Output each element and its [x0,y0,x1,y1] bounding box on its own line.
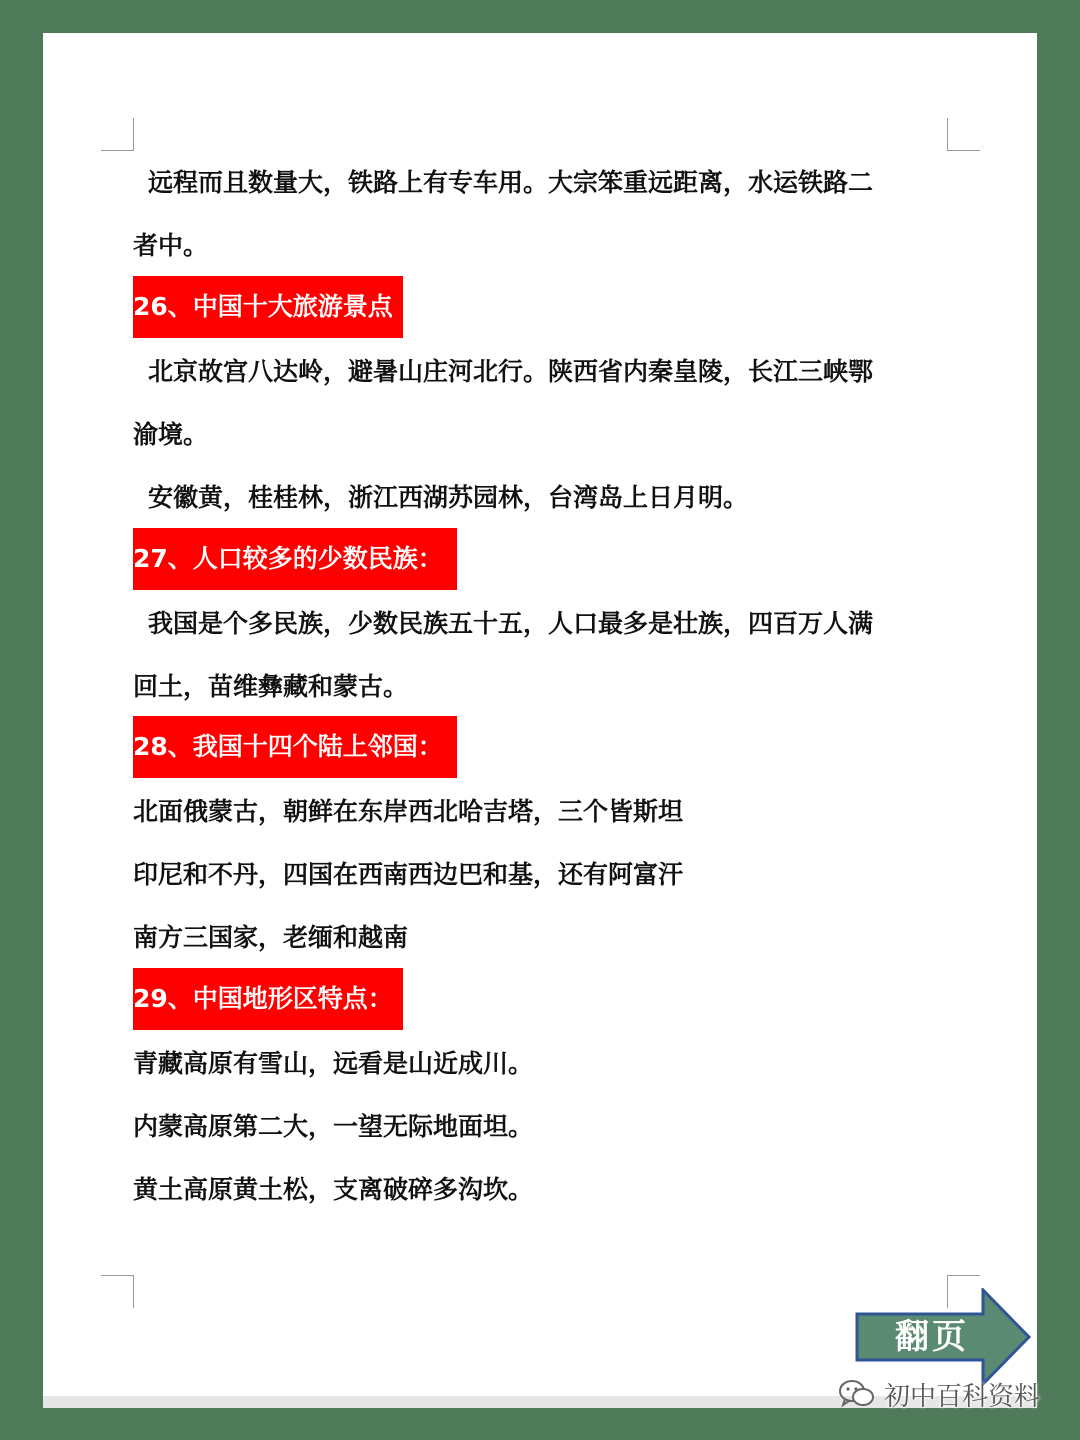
flip-page-label: 翻页 [895,1317,969,1357]
watermark [838,1374,1040,1414]
section-heading-28: 28、我国十四个陆上邻国： [133,716,457,778]
body-text-line: 安徽黄，桂桂林，浙江西湖苏园林，台湾岛上日月明。 [148,483,749,512]
body-text-line: 渝境。 [133,420,209,449]
document-page [43,33,1037,1408]
body-text-line: 远程而且数量大，铁路上有专车用。大宗笨重远距离，水运铁路二 [148,168,874,197]
body-text-line: 黄土高原黄土松，支离破碎多沟坎。 [133,1175,534,1204]
section-heading-26: 26、中国十大旅游景点 [133,276,403,338]
section-heading-29: 29、中国地形区特点： [133,968,403,1030]
body-text-line: 北京故宫八达岭，避暑山庄河北行。陕西省内秦皇陵，长江三峡鄂 [148,357,874,386]
crop-mark-top-right [947,118,980,151]
body-text-line: 回土，苗维彝藏和蒙古。 [133,672,409,701]
body-text-line: 者中。 [133,231,209,260]
body-text-line: 青藏高原有雪山，远看是山近成川。 [133,1049,534,1078]
body-text-line: 北面俄蒙古，朝鲜在东岸西北哈吉塔，三个皆斯坦 [133,797,684,826]
watermark-text: 初中百科资料 [884,1381,1041,1412]
body-text-line: 内蒙高原第二大，一望无际地面坦。 [133,1112,534,1141]
body-text-line: 南方三国家，老缅和越南 [133,923,409,952]
body-text-line: 我国是个多民族，少数民族五十五，人口最多是壮族，四百万人满 [148,609,874,638]
section-heading-27: 27、人口较多的少数民族： [133,528,457,590]
body-text-line: 印尼和不丹，四国在西南西边巴和基，还有阿富汗 [133,860,684,889]
crop-mark-bottom-left [101,1275,134,1308]
flip-page-button[interactable] [855,1288,1033,1386]
crop-mark-top-left [101,118,134,151]
wechat-icon [838,1378,876,1410]
